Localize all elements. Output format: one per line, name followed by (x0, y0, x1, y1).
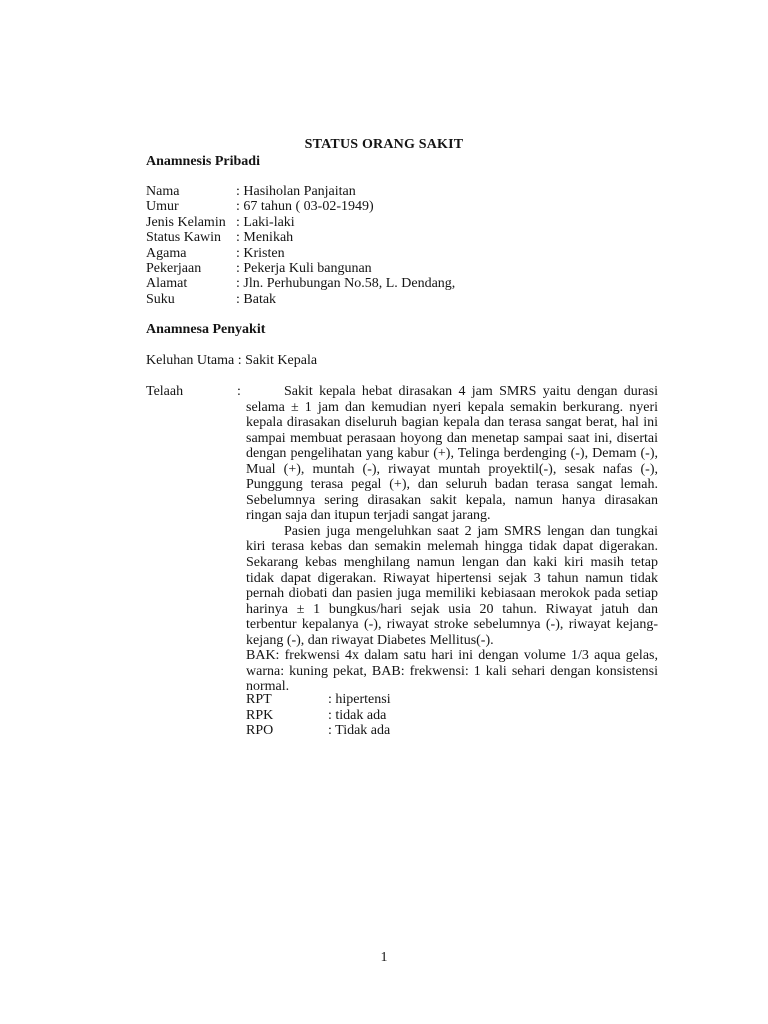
field-value: : Pekerja Kuli bangunan (236, 261, 372, 276)
riwayat-label: RPT (246, 692, 272, 707)
field-row (146, 199, 374, 214)
riwayat-label: RPO (246, 723, 274, 738)
field-row (146, 261, 372, 276)
field-label: Umur (146, 199, 179, 215)
riwayat-value: : Tidak ada (328, 723, 391, 738)
riwayat-value: : tidak ada (328, 707, 387, 723)
field-value: : Batak (236, 291, 277, 307)
section-heading-penyakit: Anamnesa Penyakit (146, 322, 266, 337)
field-label: Nama (146, 184, 180, 199)
field-label: Jenis Kelamin (146, 214, 226, 230)
field-value: : Laki-laki (236, 214, 295, 230)
riwayat-row (246, 692, 391, 708)
telaah-label: Telaah (146, 384, 184, 399)
telaah-paragraph-3: BAK: frekwensi 4x dalam satu hari ini dengan volume 1/3 aqua gelas, warna: kuning pekat, BAB: frekwensi: 1 kali sehari dengan konsistensi normal. (246, 648, 658, 695)
field-label: Pekerjaan (146, 261, 202, 276)
document-title: STATUS ORANG SAKIT (304, 137, 464, 152)
telaah-body (246, 384, 658, 695)
riwayat-value: : hipertensi (328, 692, 391, 707)
field-row (146, 184, 356, 199)
field-row (146, 230, 293, 245)
keluhan-utama: Keluhan Utama : Sakit Kepala (146, 353, 318, 368)
telaah-paragraph-1: Sakit kepala hebat dirasakan 4 jam SMRS yaitu dengan durasi selama ± 1 jam dan kemudian nyeri kepala semakin berkurang. nyeri kepala dirasakan diseluruh bagian kepala dan terasa sangat berat, hal ini sampai membuat perasaan hoyong dan menetap sampai saat ini, disertai dengan pengelihatan yang kabur (+), Telinga berdenging (-), Demam (-), Mual (+), muntah (-), riwayat muntah proyektil(-), sesak nafas (-), Punggung terasa pegal (+), dan seluruh badan terasa sangat lemah. Sebelumnya sering dirasakan sakit kepala, namun hanya dirasakan ringan saja dan itupun terjadi sangat jarang. (246, 384, 658, 524)
field-label: Suku (146, 291, 175, 307)
field-label: Alamat (146, 276, 188, 292)
telaah-colon: : (237, 384, 241, 399)
riwayat-label: RPK (246, 707, 274, 723)
field-value: : Kristen (236, 245, 285, 261)
field-value: : 67 tahun ( 03-02-1949) (236, 199, 374, 215)
field-row (146, 246, 285, 261)
field-value: : Hasiholan Panjaitan (236, 184, 356, 199)
field-value: : Menikah (236, 230, 294, 246)
riwayat-row (246, 723, 390, 739)
field-row (146, 215, 295, 230)
field-label: Agama (146, 245, 187, 261)
field-row (146, 276, 455, 291)
section-heading-pribadi: Anamnesis Pribadi (146, 154, 260, 169)
page-number: 1 (380, 950, 388, 965)
field-row (146, 292, 276, 307)
field-label: Status Kawin (146, 230, 222, 246)
field-value: : Jln. Perhubungan No.58, L. Dendang, (236, 276, 456, 292)
riwayat-row (246, 708, 386, 724)
telaah-paragraph-2: Pasien juga mengeluhkan saat 2 jam SMRS lengan dan tungkai kiri terasa kebas dan semakin melemah hingga tidak dapat digerakan. Sekarang kebas menghilang namun lengan dan kaki kiri masih tetap tidak dapat digerakan. Riwayat hipertensi sejak 3 tahun namun tidak pernah diobati dan pasien juga memiliki kebiasaan merokok pada setiap harinya ± 1 bungkus/hari sejak usia 20 tahun. Riwayat jatuh dan terbentur kepalanya (-), riwayat stroke sebelumnya (-), riwayat kejang-kejang (-), dan riwayat Diabetes Mellitus(-). (246, 523, 658, 648)
